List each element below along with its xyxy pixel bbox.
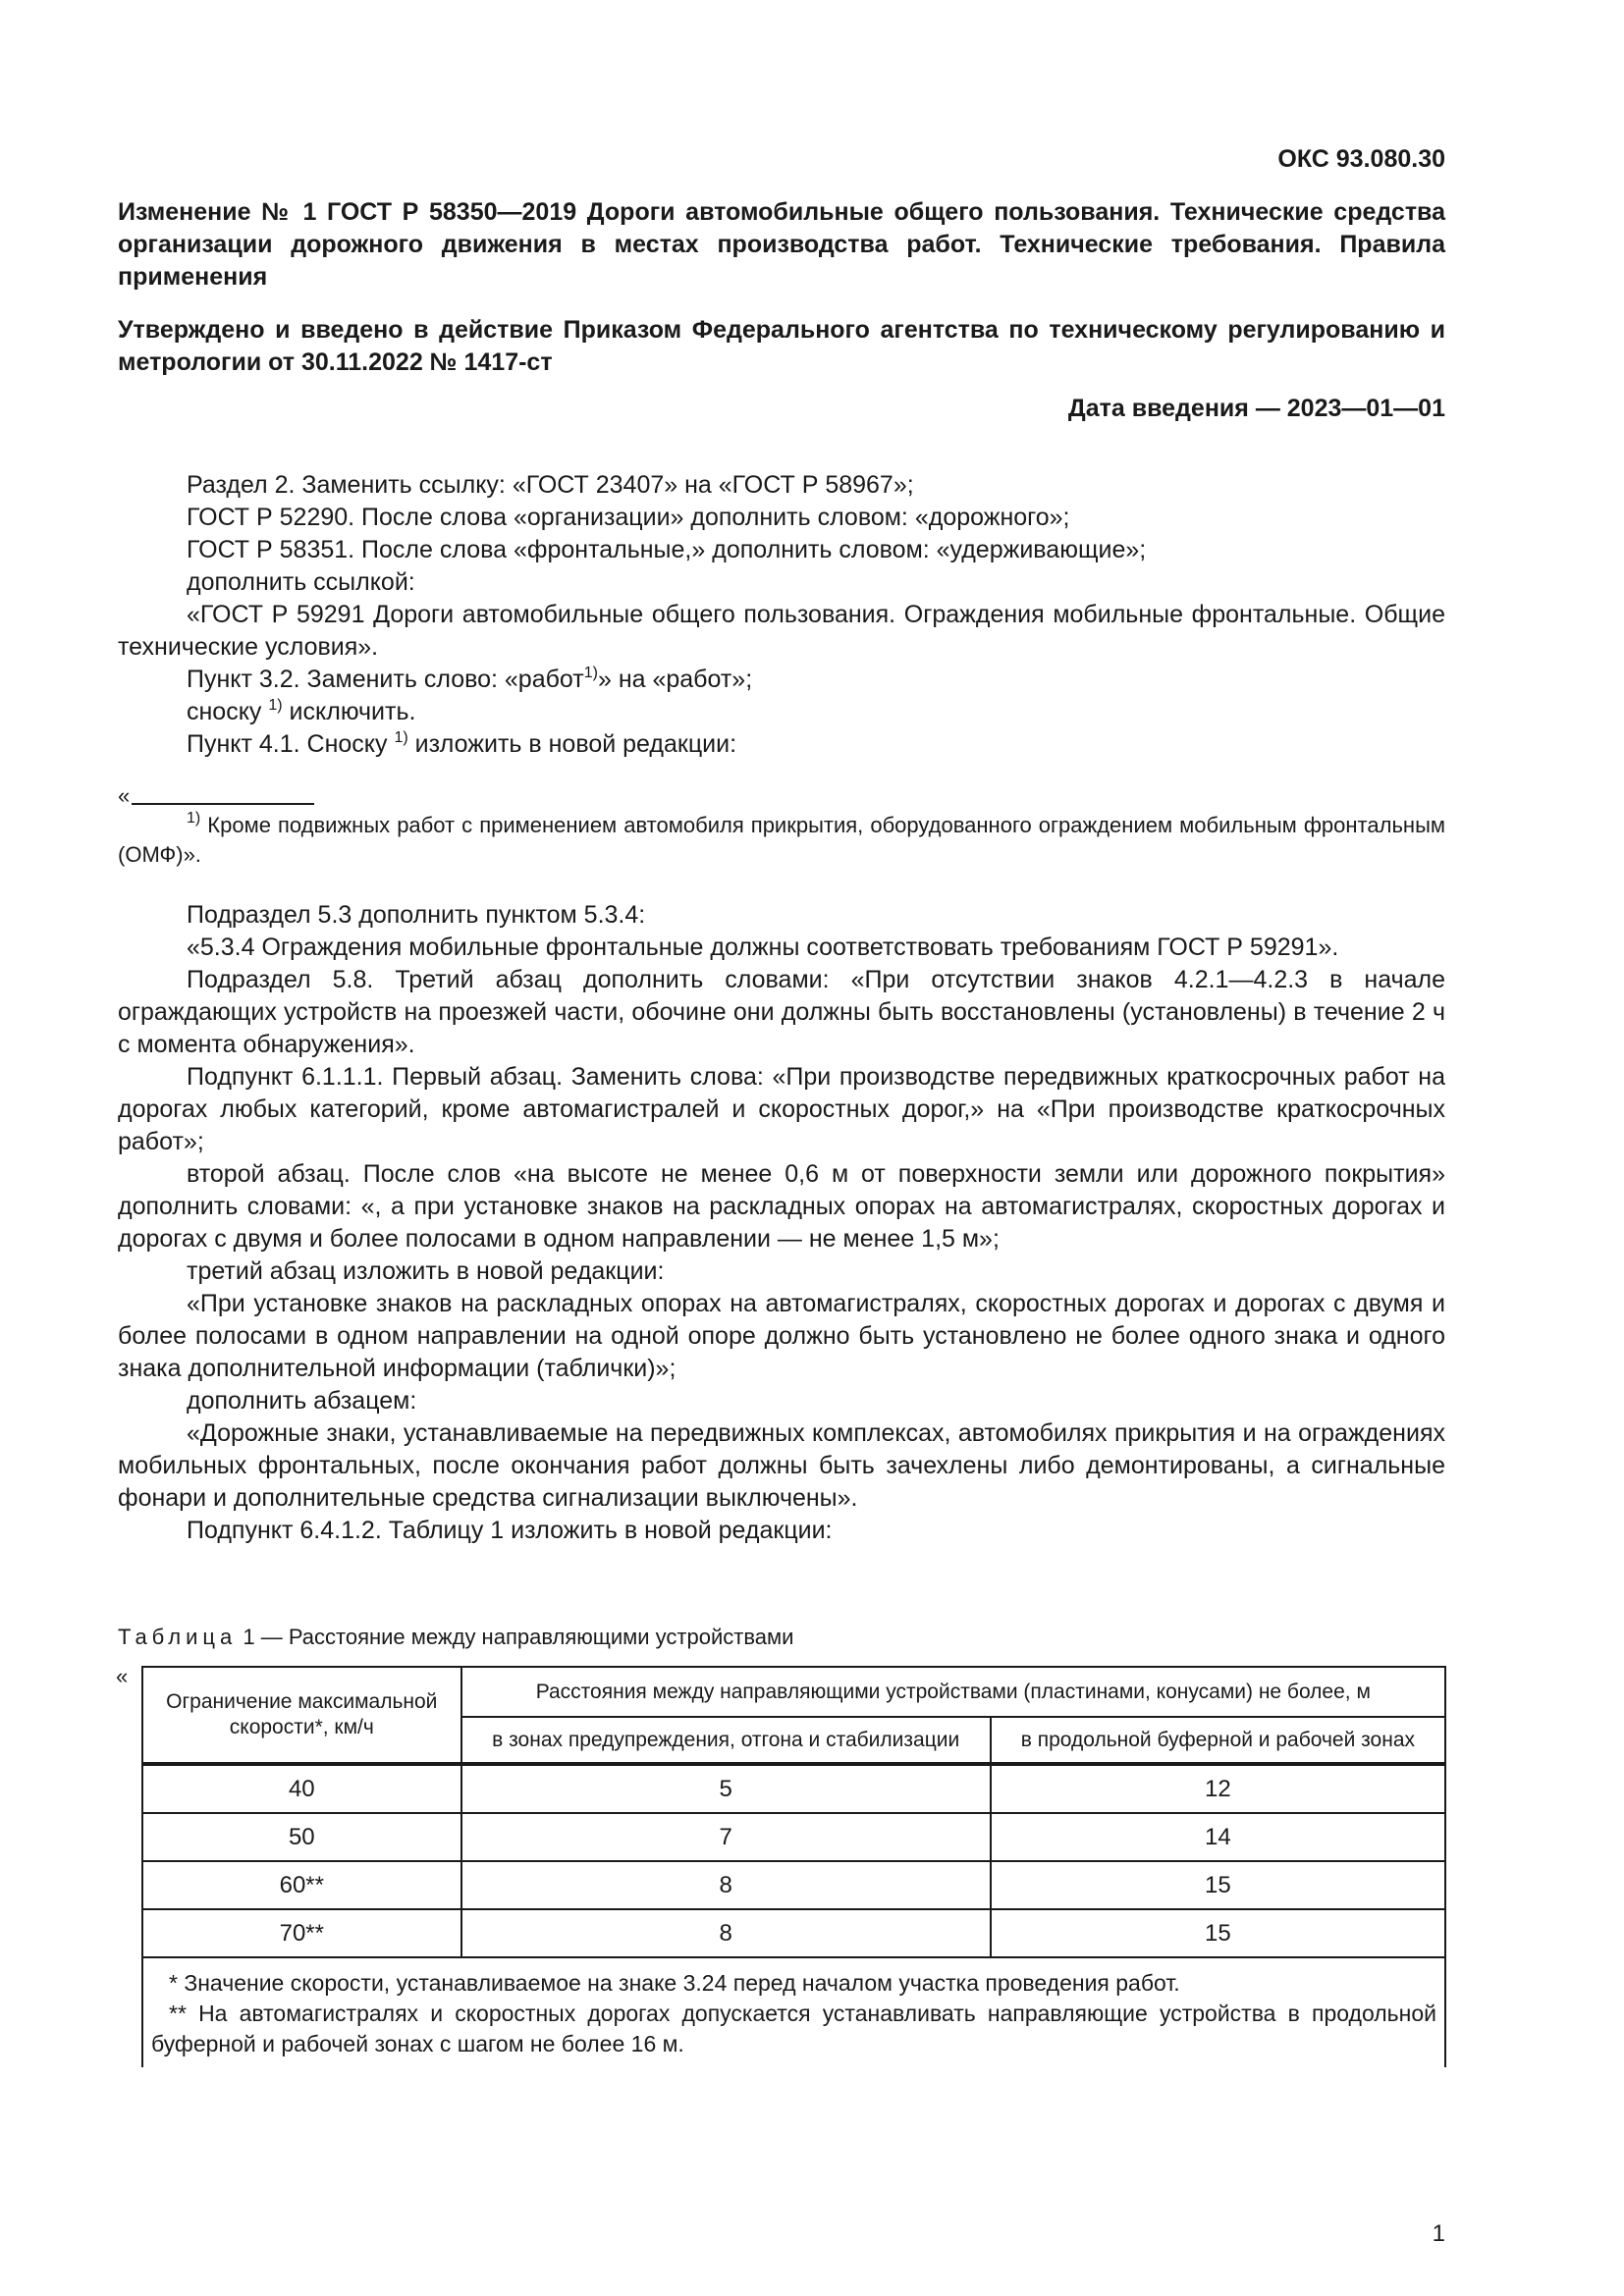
- document-title: Изменение № 1 ГОСТ Р 58350—2019 Дороги автомобильные общего пользования. Технические средства организации дорожного движения в местах производства работ. Технические требования. Правила применения: [118, 198, 1445, 291]
- paragraph: дополнить ссылкой:: [187, 568, 415, 596]
- cell-zone-warning: 8: [461, 1861, 991, 1909]
- cell-zone-warning: 7: [461, 1813, 991, 1861]
- text-span: Кроме подвижных работ с применением автомобиля прикрытия, оборудованного ограждением мобильным фронтальным (ОМФ)».: [118, 813, 1445, 867]
- header-zone-warning: в зонах предупреждения, отгона и стабилизации: [461, 1717, 991, 1764]
- paragraph: ГОСТ Р 52290. После слова «организации» дополнить словом: «дорожного»;: [187, 504, 1070, 531]
- cell-zone-warning: 5: [461, 1764, 991, 1813]
- paragraph: третий абзац изложить в новой редакции:: [187, 1257, 665, 1285]
- cell-speed: 60**: [142, 1861, 461, 1909]
- paragraph: «5.3.4 Ограждения мобильные фронтальные должны соответствовать требованиям ГОСТ Р 59291».: [187, 934, 1339, 961]
- oks-code: ОКС 93.080.30: [1277, 145, 1445, 173]
- cell-speed: 50: [142, 1813, 461, 1861]
- paragraph: [118, 728, 1445, 761]
- text-span: сноску: [187, 698, 269, 725]
- footnote-text: [118, 811, 1445, 870]
- paragraph: «Дорожные знаки, устанавливаемые на передвижных комплексах, автомобилях прикрытия и на ограждениях мобильных фронтальных, после окончания работ должны быть зачехлены либо демонтированы, а сигнальные фонари и дополнительные средства сигнализации выключены».: [118, 1419, 1445, 1512]
- paragraph: [118, 696, 1445, 728]
- table-quote-mark: «: [116, 1664, 129, 1688]
- paragraph: Раздел 2. Заменить ссылку: «ГОСТ 23407» на «ГОСТ Р 58967»;: [187, 471, 914, 499]
- cell-zone-buffer: 15: [991, 1909, 1445, 1957]
- paragraph: Подраздел 5.8. Третий абзац дополнить словами: «При отсутствии знаков 4.2.1—4.2.3 в начале ограждающих устройств на проезжей части, обочине они должны быть восстановлены (установлены) в течение 2 ч с момента обнаружения».: [118, 966, 1445, 1058]
- table-caption-word: Таблица: [118, 1625, 238, 1649]
- paragraph: [118, 664, 1445, 696]
- table-row: [142, 1813, 1445, 1861]
- cell-zone-warning: 8: [461, 1909, 991, 1957]
- cell-zone-buffer: 15: [991, 1861, 1445, 1909]
- cell-speed: 70**: [142, 1909, 461, 1957]
- header-zone-buffer: в продольной буферной и рабочей зонах: [991, 1717, 1445, 1764]
- text-span: изложить в новой редакции:: [407, 730, 737, 758]
- footnote-mark: 1): [268, 697, 283, 714]
- page-number: 1: [1432, 2220, 1445, 2247]
- table-note: ** На автомагистралях и скоростных дорогах допускается устанавливать направляющие устройства в продольной буферной и рабочей зонах с шагом не более 16 м.: [151, 2001, 1436, 2056]
- footnote: [118, 811, 1445, 870]
- footnote-mark: 1): [394, 729, 408, 746]
- table-caption-text: 1 — Расстояние между направляющими устройствами: [237, 1625, 794, 1649]
- footnote-mark: 1): [583, 665, 598, 681]
- text-span: Пункт 3.2. Заменить слово: «работ: [187, 666, 584, 693]
- table-caption: [118, 1625, 793, 1650]
- footnote-mark: 1): [187, 810, 201, 827]
- amendment-text-part1: [118, 469, 1445, 761]
- text-span: Пункт 4.1. Сноску: [187, 730, 395, 758]
- amendment-text-part2: [118, 899, 1445, 1547]
- table-row: [142, 1861, 1445, 1909]
- distance-table: [141, 1666, 1446, 2067]
- cell-zone-buffer: 14: [991, 1813, 1445, 1861]
- header-speed-limit: Ограничение максимальной скорости*, км/ч: [142, 1667, 461, 1764]
- paragraph: Подраздел 5.3 дополнить пунктом 5.3.4:: [187, 901, 646, 929]
- paragraph: «ГОСТ Р 59291 Дороги автомобильные общего пользования. Ограждения мобильные фронтальные. Общие технические условия».: [118, 601, 1445, 661]
- effective-date: Дата введения — 2023—01—01: [1067, 395, 1445, 422]
- paragraph: «При установке знаков на раскладных опорах на автомагистралях, скоростных дорогах и дорогах с двумя и более полосами в одном направлении на одной опоре должно быть установлено не более одного знака и одного знака дополнительной информации (таблички)»;: [118, 1290, 1445, 1382]
- approval-statement: Утверждено и введено в действие Приказом Федерального агентства по техническому регулированию и метрологии от 30.11.2022 № 1417-ст: [118, 316, 1445, 376]
- text-span: » на «работ»;: [597, 666, 753, 693]
- table-note: * Значение скорости, устанавливаемое на знаке 3.24 перед началом участка проведения работ.: [169, 1970, 1180, 1996]
- paragraph: Подпункт 6.1.1.1. Первый абзац. Заменить слова: «При производстве передвижных краткосрочных работ на дорогах любых категорий, кроме автомагистралей и скоростных дорог,» на «При производстве краткосрочных работ»;: [118, 1063, 1445, 1155]
- cell-zone-buffer: 12: [991, 1764, 1445, 1813]
- text-span: исключить.: [282, 698, 416, 725]
- footnote-separator: [132, 803, 314, 805]
- table-notes: [142, 1957, 1445, 2067]
- paragraph: второй абзац. После слов «на высоте не менее 0,6 м от поверхности земли или дорожного покрытия» дополнить словами: «, а при установке знаков на раскладных опорах на автомагистралях, скоростных дорогах и дорогах с двумя и более полосами в одном направлении — не менее 1,5 м»;: [118, 1160, 1445, 1253]
- footnote-quote-mark: «: [118, 783, 131, 808]
- table-row: [142, 1764, 1445, 1813]
- cell-speed: 40: [142, 1764, 461, 1813]
- paragraph: ГОСТ Р 58351. После слова «фронтальные,» дополнить словом: «удерживающие»;: [187, 536, 1147, 563]
- paragraph: дополнить абзацем:: [187, 1387, 417, 1415]
- header-distance: Расстояния между направляющими устройствами (пластинами, конусами) не более, м: [461, 1667, 1445, 1717]
- paragraph: Подпункт 6.4.1.2. Таблицу 1 изложить в новой редакции:: [187, 1517, 833, 1544]
- table-row: [142, 1909, 1445, 1957]
